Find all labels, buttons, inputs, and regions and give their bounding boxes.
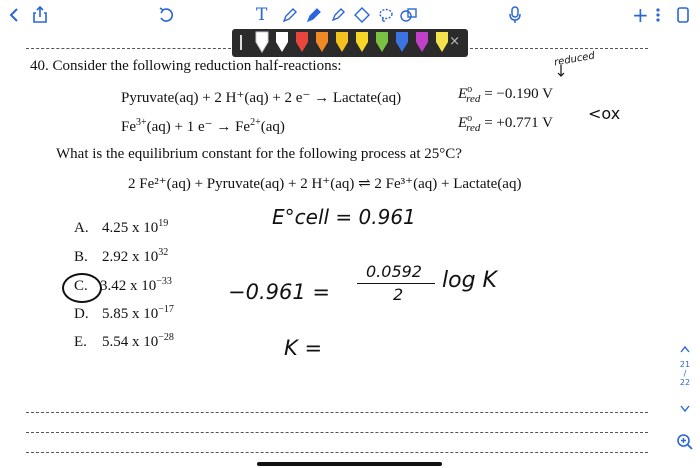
choice-d[interactable]	[74, 306, 174, 323]
share-icon[interactable]	[32, 6, 48, 24]
choice-letter: D.	[74, 306, 89, 322]
more-vertical-icon[interactable]	[656, 6, 660, 24]
pen-color-0[interactable]	[254, 30, 270, 54]
handwritten-fraction-numerator: 0.0592	[366, 262, 422, 281]
palette-divider	[240, 35, 242, 50]
ered-2: $E^o_{red} = +0.771$ V	[458, 113, 553, 134]
arrow-down-icon	[556, 64, 566, 78]
pen-palette	[232, 29, 468, 57]
choice-letter: C.	[74, 278, 88, 294]
pen-color-8[interactable]	[414, 30, 430, 54]
add-button[interactable]: +	[632, 3, 649, 27]
dashed-rule	[26, 48, 231, 49]
dashed-rule	[26, 452, 648, 453]
undo-icon[interactable]	[158, 6, 174, 24]
choice-exponent: 19	[158, 218, 169, 229]
ered-1-value: = −0.190 V	[484, 86, 553, 102]
highlighter-icon[interactable]	[330, 6, 346, 24]
choice-value: 2.92 x 10	[102, 249, 159, 265]
pen-color-5[interactable]	[354, 30, 370, 54]
choice-exponent: −33	[156, 276, 172, 287]
choice-letter: E.	[74, 334, 87, 350]
pen-color-3[interactable]	[314, 30, 330, 54]
choice-a[interactable]	[74, 220, 168, 237]
dashed-rule	[26, 432, 648, 433]
eraser-icon[interactable]	[354, 6, 370, 24]
lasso-icon[interactable]	[378, 6, 394, 24]
choice-value: 4.25 x 10	[102, 220, 159, 236]
scroll-down-icon[interactable]	[680, 400, 690, 418]
handwritten-ecell: E°cell = 0.961	[272, 205, 416, 229]
page-separator: /	[683, 369, 687, 378]
handwritten-log-k: log K	[442, 268, 497, 293]
choice-exponent: −17	[158, 304, 174, 315]
microphone-icon[interactable]	[509, 6, 521, 24]
handwritten-fraction-denominator: 2	[393, 285, 404, 304]
choice-value: 5.85 x 10	[102, 306, 159, 322]
pen-icon[interactable]	[306, 6, 322, 24]
zoom-icon[interactable]	[675, 432, 695, 452]
home-indicator[interactable]	[257, 462, 442, 466]
choice-value: 5.54 x 10	[102, 334, 159, 350]
handwritten-reduced-note: reduced	[553, 50, 596, 69]
choice-e[interactable]	[74, 334, 174, 351]
choice-value: 3.42 x 10	[100, 278, 157, 294]
choice-letter: A.	[74, 220, 89, 236]
choice-b[interactable]	[74, 249, 168, 266]
close-icon[interactable]: ×	[449, 34, 460, 49]
dashed-rule	[470, 48, 648, 49]
choice-exponent: −28	[158, 332, 174, 343]
ered-2-value: = +0.771 V	[484, 115, 553, 131]
pen-color-7[interactable]	[394, 30, 410, 54]
pen-color-9[interactable]	[434, 30, 450, 54]
fraction-bar	[357, 283, 435, 284]
overall-process: 2 Fe²⁺(aq) + Pyruvate(aq) + 2 H⁺(aq) ⇌ 2 Fe³⁺(aq) + Lactate(aq)	[128, 176, 522, 192]
page-indicator	[678, 360, 692, 387]
half-reaction-2: $Fe^{3+}(aq) + 1$ $e^- \to Fe^{2+}(aq)$	[121, 117, 285, 135]
pages-icon[interactable]	[676, 6, 690, 24]
handwritten-equation-left: −0.961 =	[228, 280, 330, 304]
pencil-icon[interactable]	[282, 6, 298, 24]
question-title: 40. Consider the following reduction half-reactions:	[30, 58, 342, 74]
choice-letter: B.	[74, 249, 88, 265]
choice-exponent: 32	[158, 247, 169, 258]
chevron-left-icon[interactable]	[8, 6, 20, 24]
pen-color-1[interactable]	[274, 30, 290, 54]
ered-1: $E^o_{red} = -0.190$ V	[458, 84, 553, 105]
current-page: 21	[679, 360, 691, 369]
question-prompt: What is the equilibrium constant for the following process at 25°C?	[56, 146, 462, 162]
handwritten-k-equals: K =	[284, 336, 323, 360]
text-tool[interactable]: T	[256, 5, 268, 25]
selected-answer-circle	[62, 273, 102, 303]
handwritten-ox-note: <ox	[588, 104, 621, 123]
top-toolbar	[0, 0, 700, 30]
scroll-up-icon[interactable]	[680, 340, 690, 358]
shapes-icon[interactable]	[400, 6, 418, 24]
pen-color-4[interactable]	[334, 30, 350, 54]
pen-color-2[interactable]	[294, 30, 310, 54]
pen-color-6[interactable]	[374, 30, 390, 54]
half-reaction-1: Pyruvate(aq) + 2 H⁺(aq) + 2 e⁻ → Lactate(aq)	[121, 90, 402, 106]
total-pages: 22	[679, 378, 691, 387]
dashed-rule	[26, 412, 648, 413]
